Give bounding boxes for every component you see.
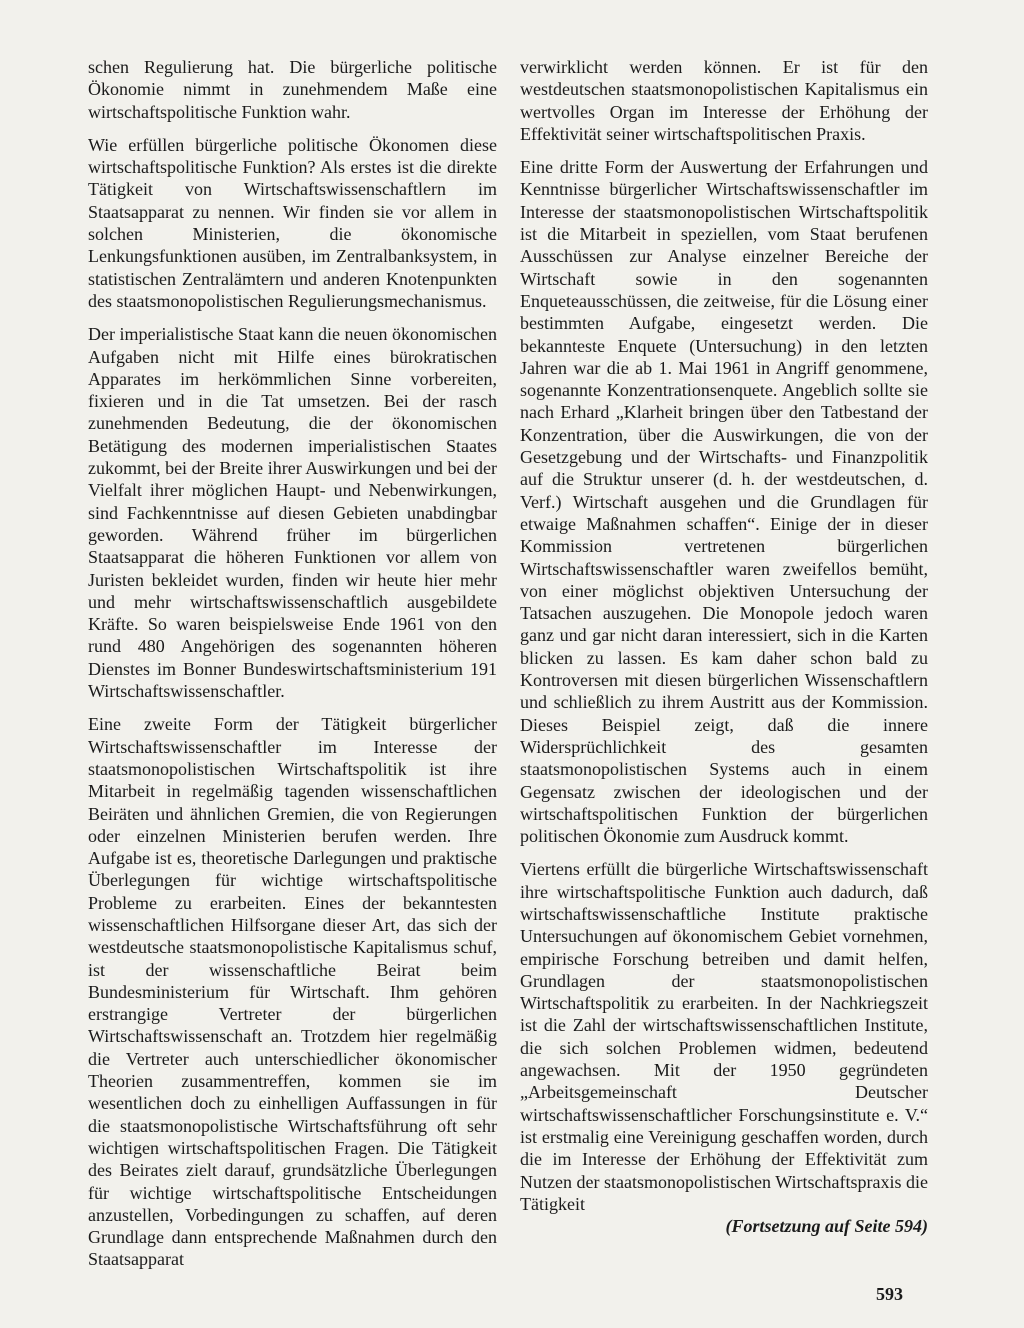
- paragraph: verwirklicht werden können. Er ist für den westdeutschen staatsmonopolistischen Kapitalismus ein wertvolles Organ im Interesse der Erhöhung der Effektivität seiner wirtschaftspolitischen Praxis.: [520, 57, 928, 144]
- paragraph: Wie erfüllen bürgerliche politische Ökonomen diese wirtschaftspolitische Funktion? Als erstes ist die direkte Tätigkeit von Wirtschaftswissenschaftlern im Staatsapparat zu nennen. Wir finden sie vor allem in solchen Ministerien, die ökonomische Lenkungsfunktionen ausüben, im Zentralbanksystem, in statistischen Zentralämtern und anderen Knotenpunkten des staatsmonopolistischen Regulierungsmechanismus.: [88, 134, 497, 311]
- paragraph: Der imperialistische Staat kann die neuen ökonomischen Aufgaben nicht mit Hilfe eines bürokratischen Apparates im herkömmlichen Sinne vorbereiten, fixieren und in die Tat umsetzen. Bei der rasch zunehmenden Bedeutung, die der ökonomischen Betätigung des modernen imperialistischen Staates zukommt, bei der Breite ihrer Auswirkungen und bei der Vielfalt ihrer möglichen Haupt- und Nebenwirkungen, sind Fachkenntnisse auf diesen Gebieten unabdingbar geworden. Während früher im bürgerlichen Staatsapparat die höheren Funktionen vor allem von Juristen bekleidet wurden, finden wir heute hier mehr und mehr wirtschaftswissenschaftlich ausgebildete Kräfte. So waren beispielsweise Ende 1961 von den rund 480 Angehörigen des sogenannten höheren Dienstes im Bonner Bundeswirtschaftsministerium 191 Wirtschaftswissenschaftler.: [88, 324, 497, 702]
- left-column: [88, 56, 497, 1282]
- paragraph: Eine zweite Form der Tätigkeit bürgerlicher Wirtschaftswissenschaftler im Interesse der staatsmonopolistischen Wirtschaftspolitik ist ihre Mitarbeit in regelmäßig tagenden wissenschaftlichen Beiräten und ähnlichen Gremien, die von Regierungen oder einzelnen Ministerien berufen werden. Ihre Aufgabe ist es, theoretische Darlegungen und praktische Überlegungen für wichtige wirtschaftspolitische Probleme zu erarbeiten. Eines der bekanntesten wissenschaftlichen Hilfsorgane dieser Art, das sich der westdeutsche staatsmonopolistische Kapitalismus schuf, ist der wissenschaftliche Beirat beim Bundesministerium für Wirtschaft. Ihm gehören erstrangige Vertreter der bürgerlichen Wirtschaftswissenschaft an. Trotzdem hier regelmäßig die Vertreter auch unterschiedlicher ökonomischer Theorien zusammentreffen, kommen sie im wesentlichen doch zu einhelligen Auffassungen in für die staatsmonopolistische Wirtschaftsführung oft sehr wichtigen wirtschaftspolitischen Fragen. Die Tätigkeit des Beirates zielt darauf, grundsätzliche Überlegungen für wichtige wirtschaftspolitische Entscheidungen anzustellen, Vorbedingungen zu schaffen, auf deren Grundlage dann entsprechende Maßnahmen durch den Staatsapparat: [88, 714, 497, 1270]
- right-column: [520, 56, 928, 1237]
- paragraph: Eine dritte Form der Auswertung der Erfahrungen und Kenntnisse bürgerlicher Wirtschaftswissenschaftler im Interesse der staatsmonopolistischen Wirtschaftspolitik ist die Mitarbeit in speziellen, vom Staat berufenen Ausschüssen zur Analyse einzelner Bereiche der Wirtschaft sowie in den sogenannten Enqueteausschüssen, die zeitweise, für die Lösung einer bestimmten Aufgabe, eingesetzt werden. Die bekannteste Enquete (Untersuchung) in den letzten Jahren war die ab 1. Mai 1961 in Angriff genommene, sogenannte Konzentrationsenquete. Angeblich sollte sie nach Erhard „Klarheit bringen über den Tatbestand der Konzentration, über die Auswirkungen, die von der Gesetzgebung und der Wirtschafts- und Finanzpolitik auf die Struktur unserer (d. h. der westdeutschen, d. Verf.) Wirtschaft ausgehen und die Grundlagen für etwaige Maßnahmen schaffen“. Einige der in dieser Kommission vertretenen bürgerlichen Wirtschaftswissenschaftler waren zweifellos bemüht, von einer möglichst objektiven Untersuchung der Tatsachen auszugehen. Die Monopole jedoch waren ganz und gar nicht daran interessiert, sich in die Karten blicken zu lassen. Es kam daher schon bald zu Kontroversen mit diesen bürgerlichen Wissenschaftlern und schließlich zu ihrem Austritt aus der Kommission. Dieses Beispiel zeigt, daß die innere Widersprüchlichkeit des gesamten staatsmonopolistischen Systems auch in einem Gegensatz zwischen der ideologischen und der wirtschaftspolitischen Funktion der bürgerlichen politischen Ökonomie zum Ausdruck kommt.: [520, 157, 928, 847]
- paragraph: Viertens erfüllt die bürgerliche Wirtschaftswissenschaft ihre wirtschaftspolitische Funktion auch dadurch, daß wirtschaftswissenschaftliche Institute praktische Untersuchungen auf ökonomischem Gebiet vornehmen, empirische Forschung betreiben und damit helfen, Grundlagen der staatsmonopolistischen Wirtschaftspolitik zu erarbeiten. In der Nachkriegszeit ist die Zahl der wirtschaftswissenschaftlichen Institute, die sich solchen Problemen widmen, bedeutend angewachsen. Mit der 1950 gegründeten „Arbeitsgemeinschaft Deutscher wirtschaftswissenschaftlicher Forschungsinstitute e. V.“ ist erstmalig eine Vereinigung geschaffen worden, durch die im Interesse der Erhöhung der Effektivität zum Nutzen der staatsmonopolistischen Wirtschaftspraxis die Tätigkeit: [520, 859, 928, 1214]
- paragraph: schen Regulierung hat. Die bürgerliche politische Ökonomie nimmt in zunehmendem Maße eine wirtschaftspolitische Funktion wahr.: [88, 57, 497, 122]
- continuation-note: (Fortsetzung auf Seite 594): [725, 1216, 928, 1237]
- page-number: 593: [876, 1284, 903, 1304]
